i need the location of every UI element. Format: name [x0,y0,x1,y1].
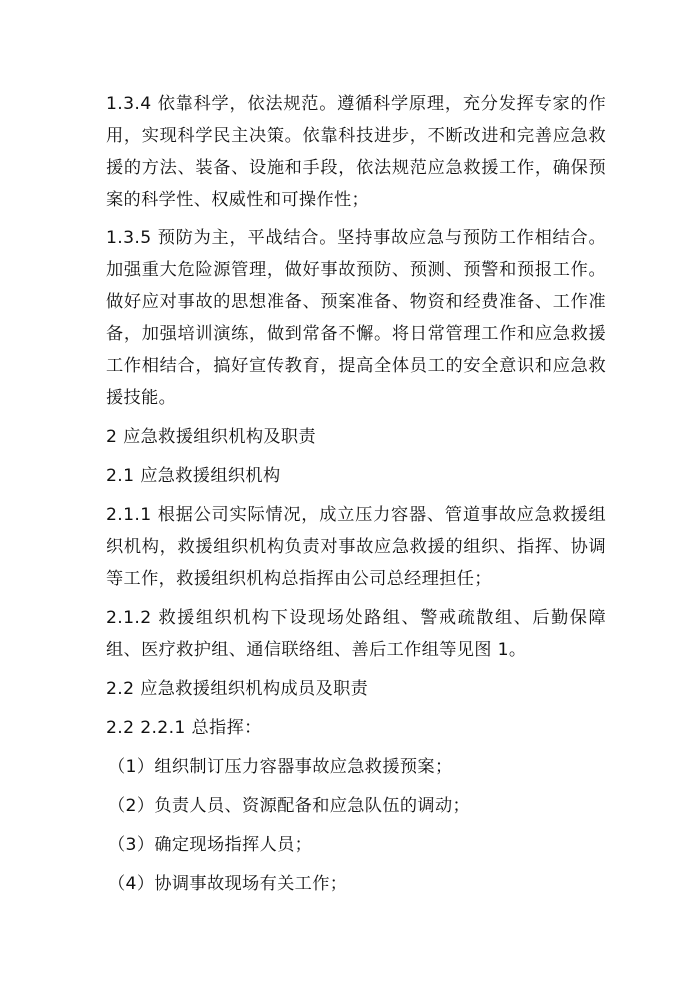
section-heading-2: 2 应急救援组织机构及职责 [106,427,317,447]
paragraph-2-1-2: 2.1.2 救援组织机构下设现场处路组、警戒疏散组、后勤保障组、医疗救护组、通信联络组、善后工作组等见图 1。 [106,608,606,660]
list-item: （2）负责人员、资源配备和应急队伍的调动； [108,796,471,816]
list-item: （1）组织制订压力容器事故应急救援预案； [108,757,453,777]
list-item: （4）协调事故现场有关工作； [108,874,348,894]
section-heading-2-1: 2.1 应急救援组织机构 [106,466,281,486]
document-body [106,88,606,900]
section-heading-2-2: 2.2 应急救援组织机构成员及职责 [106,679,369,699]
paragraph-1-3-5: 1.3.5 预防为主，平战结合。坚持事故应急与预防工作相结合。加强重大危险源管理，做好事故预防、预测、预警和预报工作。做好应对事故的思想准备、预案准备、物资和经费准备、工作准备，加强培训演练，做到常备不懈。将日常管理工作和应急救援工作相结合，搞好宣传教育，提高全体员工的安全意识和应急救援技能。 [106,228,606,408]
section-heading-2-2-1: 2.2 2.2.1 总指挥： [106,718,262,738]
paragraph-2-1-1: 2.1.1 根据公司实际情况，成立压力容器、管道事故应急救援组织机构，救援组织机构负责对事故应急救援的组织、指挥、协调等工作，救援组织机构总指挥由公司总经理担任； [106,505,606,589]
paragraph-1-3-4: 1.3.4 依靠科学，依法规范。遵循科学原理，充分发挥专家的作用，实现科学民主决策。依靠科技进步，不断改进和完善应急救援的方法、装备、设施和手段，依法规范应急救援工作，确保预案的科学性、权威性和可操作性； [106,94,606,210]
list-item: （3）确定现场指挥人员； [108,835,313,855]
